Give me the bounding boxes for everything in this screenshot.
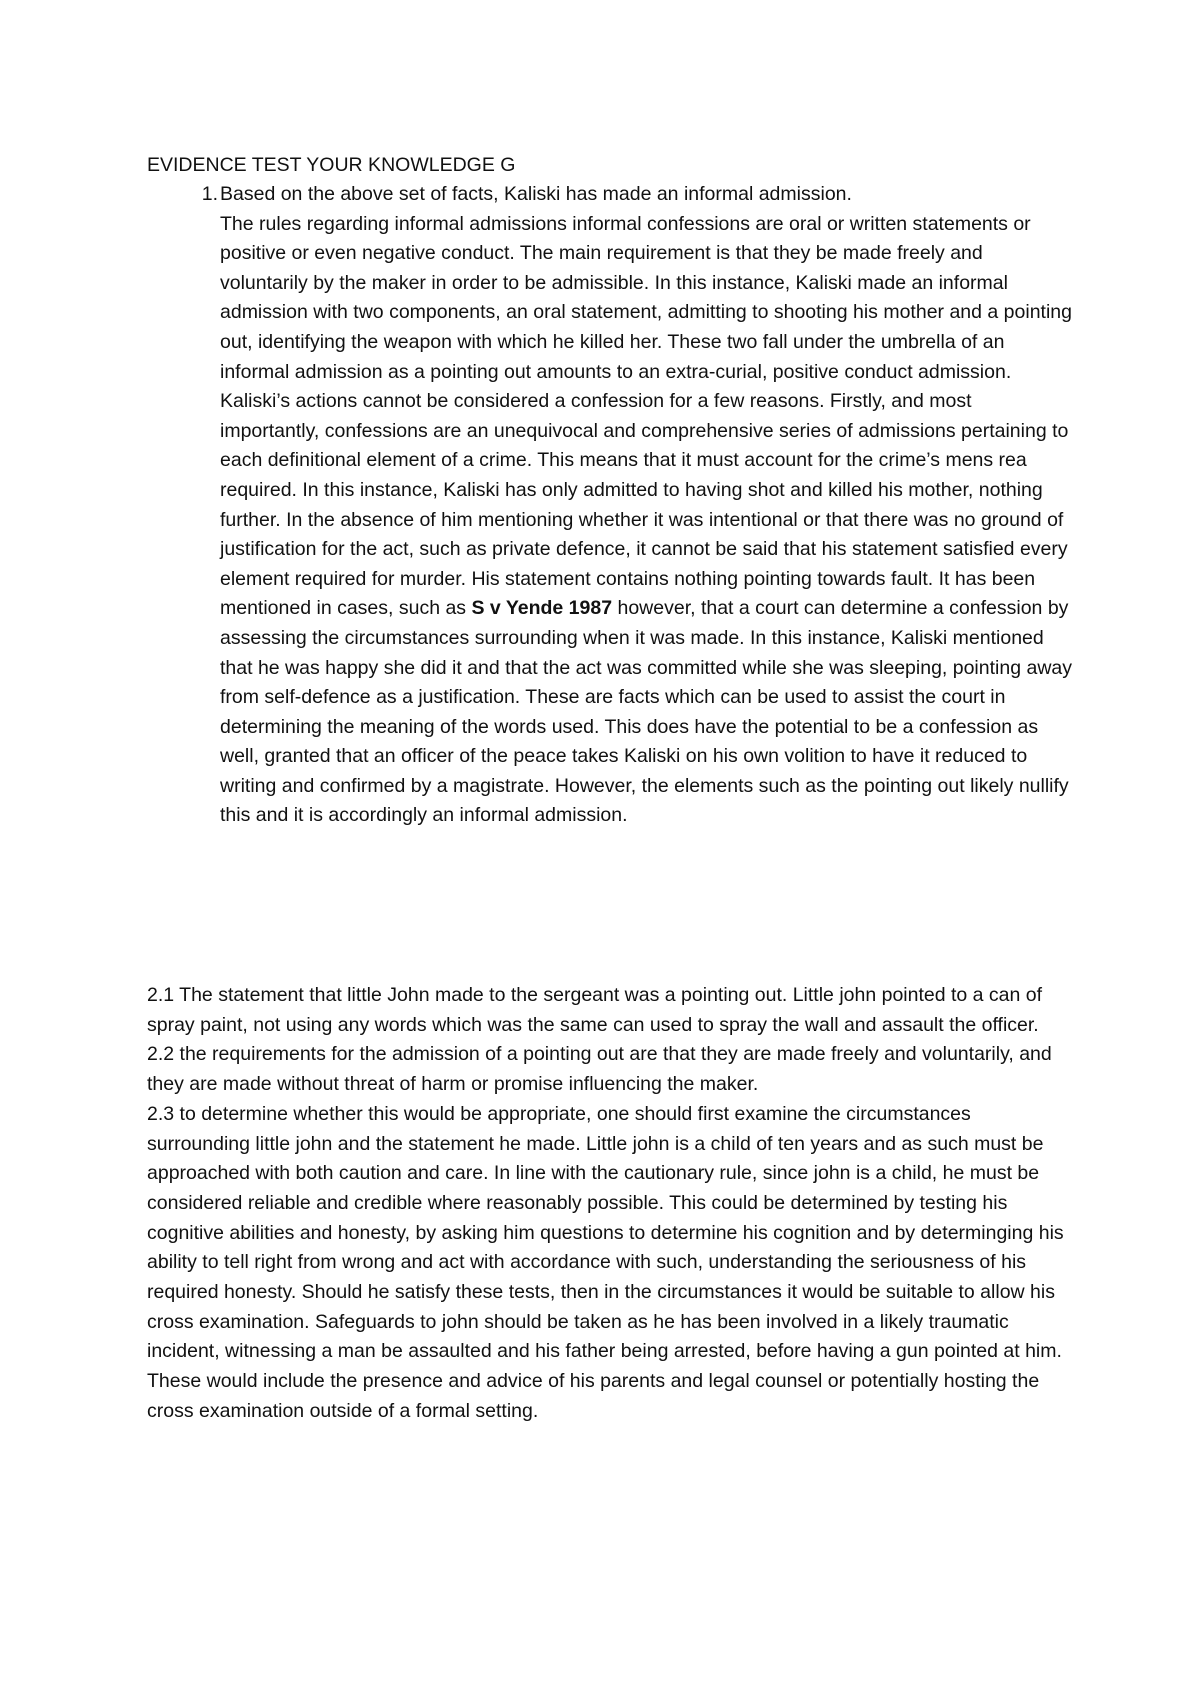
question-1-answer — [220, 180, 1072, 831]
question-2-2: 2.2 the requirements for the admission of a pointing out are that they are made freely and voluntarily, and they are made without threat of harm or promise influencing the maker. — [147, 1043, 1052, 1096]
question-2 — [147, 981, 1067, 1427]
question-2-1: 2.1 The statement that little John made to the sergeant was a pointing out. Little john pointed to a can of spray paint, not using any words which was the same can used to spray the wall and assault the officer. — [147, 984, 1043, 1036]
case-citation: S v Yende 1987 — [471, 597, 613, 620]
question-1-paragraph — [220, 210, 1072, 831]
question-1-text-after-case: however, that a court can determine a confession by assessing the circumstances surrounding when it was made. In this instance, Kaliski mentioned that he was happy she did it and that the act was committed while she was sleeping, pointing away from self-defence as a justification. These are facts which can be used to assist the court in determining the meaning of the words used. This does have the potential to be a confession as well, granted that an officer of the peace takes Kaliski on his own volition to have it reduced to writing and confirmed by a magistrate. However, the elements such as the pointing out likely nullify this and it is accordingly an informal admission. — [220, 597, 1072, 827]
document-title: EVIDENCE TEST YOUR KNOWLEDGE G — [147, 154, 516, 176]
question-1-first-line: Based on the above set of facts, Kaliski has made an informal admission. — [220, 183, 852, 205]
question-1-number: 1. — [201, 183, 218, 205]
question-1-text-before-case: The rules regarding informal admissions informal confessions are oral or written statements or positive or even negative conduct. The main requirement is that they be made freely and voluntarily by the maker in order to be admissible. In this instance, Kaliski made an informal admission with two components, an oral statement, admitting to shooting his mother and a pointing out, identifying the weapon with which he killed her. These two fall under the umbrella of an informal admission as a pointing out amounts to an extra-curial, positive conduct admission. Kaliski’s actions cannot be considered a confession for a few reasons. Firstly, and most importantly, confessions are an unequivocal and comprehensive series of admissions pertaining to each definitional element of a crime. This means that it must account for the crime’s mens rea required. In this instance, Kaliski has only admitted to having shot and killed his mother, nothing further. In the absence of him mentioning whether it was intentional or that there was no ground of justification for the act, such as private defence, it cannot be said that his statement satisfied every element required for murder. His statement contains nothing pointing towards fault. It has been mentioned in cases, such as — [220, 212, 1072, 620]
question-2-3: 2.3 to determine whether this would be appropriate, one should first examine the circumstances surrounding little john and the statement he made. Little john is a child of ten years and as such must be approached with both caution and care. In line with the cautionary rule, since john is a child, he must be considered reliable and credible where reasonably possible. This could be determined by testing his cognitive abilities and honesty, by asking him questions to determine his cognition and by determinging his ability to tell right from wrong and act with accordance with such, understanding the seriousness of his required honesty. Should he satisfy these tests, then in the circumstances it would be suitable to allow his cross examination. Safeguards to john should be taken as he has been involved in a likely traumatic incident, witnessing a man be assaulted and his father being arrested, before having a gun pointed at him. These would include the presence and advice of his parents and legal counsel or potentially hosting the cross examination outside of a formal setting. — [147, 1102, 1064, 1422]
question-1 — [147, 180, 1072, 831]
